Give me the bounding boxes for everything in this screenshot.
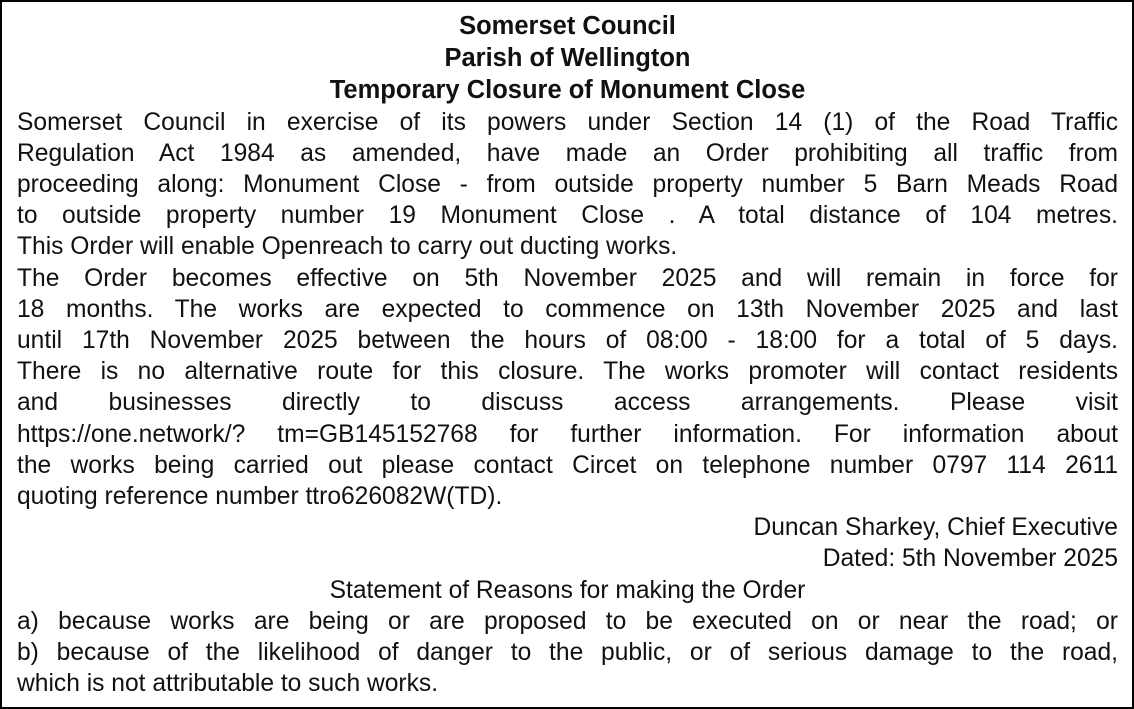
order-line-5: This Order will enable Openreach to carry out ducting works. bbox=[17, 233, 678, 261]
details-line-5: and businesses directly to discuss access arrangements. Please visit bbox=[17, 389, 1118, 417]
reason-b-line-1: b) because of the likelihood of danger to the public, or of serious damage to the road, bbox=[17, 639, 1118, 667]
details-paragraph bbox=[17, 263, 1118, 513]
notice-title: Temporary Closure of Monument Close bbox=[329, 76, 806, 105]
signature-block bbox=[17, 512, 1118, 574]
signatory: Duncan Sharkey, Chief Executive bbox=[753, 514, 1118, 542]
reason-b-line-2: which is not attributable to such works. bbox=[17, 670, 439, 698]
reasons-title: Statement of Reasons for making the Order bbox=[329, 576, 806, 604]
reason-a: a) because works are being or are proposed to be executed on or near the road; or bbox=[17, 607, 1118, 635]
order-line-2: Regulation Act 1984 as amended, have made an Order prohibiting all traffic from bbox=[17, 139, 1118, 167]
details-line-4: There is no alternative route for this closure. The works promoter will contact residents bbox=[17, 358, 1118, 386]
details-line-3: until 17th November 2025 between the hours of 08:00 - 18:00 for a total of 5 days. bbox=[17, 327, 1118, 355]
details-line-7: the works being carried out please contact Circet on telephone number 0797 114 2611 bbox=[17, 451, 1118, 479]
order-line-1: Somerset Council in exercise of its powers under Section 14 (1) of the Road Traffic bbox=[17, 108, 1118, 136]
details-line-8: quoting reference number ttro626082W(TD). bbox=[17, 483, 503, 511]
council-name: Somerset Council bbox=[459, 12, 676, 40]
dated-line: Dated: 5th November 2025 bbox=[822, 545, 1118, 573]
order-line-3: proceeding along: Monument Close - from outside property number 5 Barn Meads Road bbox=[17, 171, 1118, 199]
details-line-2: 18 months. The works are expected to commence on 13th November 2025 and last bbox=[17, 295, 1118, 323]
reasons-list bbox=[17, 606, 1118, 700]
details-line-6: https://one.network/? tm=GB145152768 for further information. For information about bbox=[17, 420, 1118, 448]
parish-name: Parish of Wellington bbox=[444, 44, 691, 73]
notice-heading bbox=[17, 10, 1118, 107]
order-paragraph bbox=[17, 107, 1118, 263]
order-line-4: to outside property number 19 Monument Close . A total distance of 104 metres. bbox=[17, 202, 1118, 230]
details-line-1: The Order becomes effective on 5th November 2025 and will remain in force for bbox=[17, 264, 1118, 292]
